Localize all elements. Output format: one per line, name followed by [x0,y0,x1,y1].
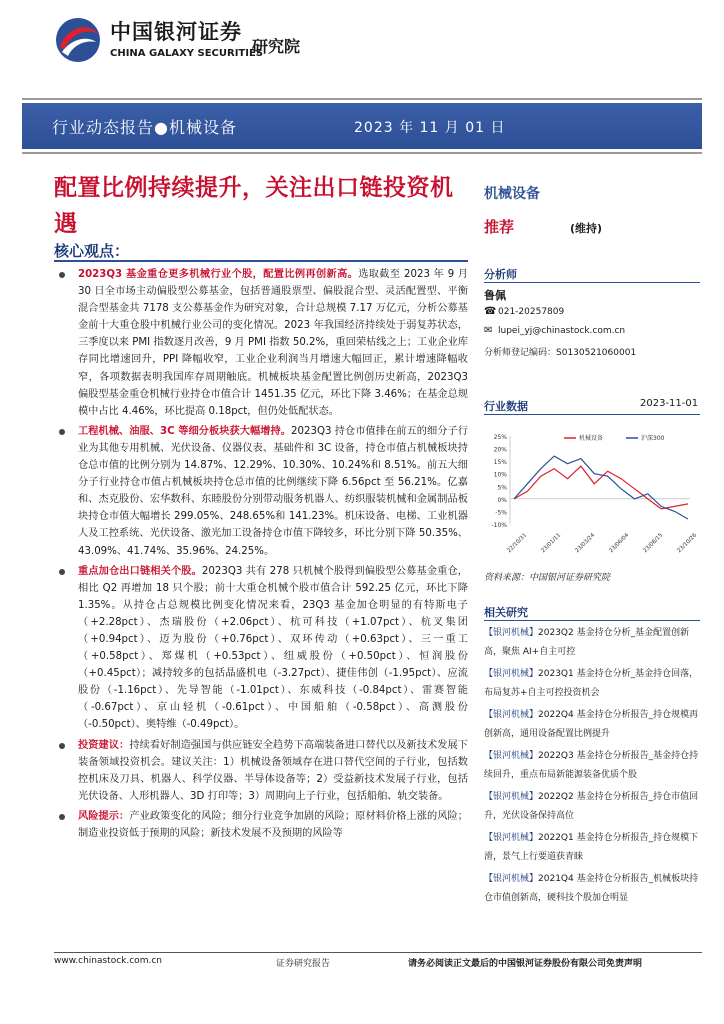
phone-icon: ☎ [484,306,497,317]
core-points [56,266,468,845]
brand-logo [54,16,263,64]
related-item[interactable]: 【银河机械】2022Q3 基金持仓分析报告_基金持仓持续回升，重点布局新能源装备优质个股 [484,751,699,780]
core-divider [54,260,468,262]
related-item[interactable]: 【银河机械】2022Q2 基金持仓分析报告_持仓市值回升，光伏设备保持高位 [484,792,699,821]
x-tick-label: 22/10/31 [506,532,529,555]
analyst-divider [484,282,700,283]
report-title: 配置比例持续提升，关注出口链投资机遇 [54,175,454,237]
related-item[interactable]: 【银河机械】2022Q4 基金持仓分析报告_持仓规模再创新高，通用设备配置比例提升 [484,710,699,739]
series-line [514,466,688,509]
report-date: 2023 年 11 月 01 日 [354,120,506,136]
sector-name: 机械设备 [484,186,540,202]
y-tick-label: 10% [493,471,507,479]
mail-icon: ✉ [484,325,493,336]
galaxy-logo-icon [54,16,102,64]
brand-name-cn: 中国银河证券 [110,20,242,44]
y-tick-label: 5% [497,484,507,492]
bullet-point: 2023Q3 基金重仓更多机械行业个股，配置比例再创新高。选取截至 2023 年 9 月 30 日全市场主动偏股型公募基金，包括普通股票型、偏股混合型、灵活配置型、平衡混合型基金共 7178 支公募基金作为研究对象，合计总规模 7.17 万亿元，分析公募基金前十大重仓股中机械行业公司的变化情况。2023 年我国经济持续处于弱复苏状态，三季度以来 PMI 指数逐月改善，9 月 PMI 指数 50.2%，重回荣枯线之上；工业企业库存同比增速回升，PPI 降幅收窄，工业企业利润当月增速大幅回正，累计增速降幅收窄，各项数据表明我国库存周期触底。机械板块基金配置比例创历史新高，2023Q3 偏股型基金重仓机械行业持仓市值合计 1451.35 亿元，环比下降 3.46%；在基金总规模中占比 4.46%，环比提高 0.18pct，但仍处低配状态。 [56,266,468,420]
bullet-point: 工程机械、油服、3C 等细分板块获大幅增持。2023Q3 持仓市值排在前五的细分子行业为其他专用机械、光伏设备、仪器仪表、基础件和 3C 设备，持仓市值占机械板块持仓总市值的比例分别为 14.87%、12.29%、10.30%、10.24%和 8.51%。前五大细分子行业持仓市值占机械板块持仓总市值的比例继续下降 6.56pct 至 56.21%。亿嘉和、杰克股份、宏华数科、东睦股份分别带动服务机器人、纺织服装机械和金属制品板块持仓市值大幅增长 299.05%、248.65%和 141.23%。机床设备、电梯、工业机器人及工控系统、光伏设备、激光加工设备持仓市值下降较多，环比分别下降 50.35%、43.09%、41.74%、35.96%、24.25%。 [56,423,468,560]
industry-data-divider [484,414,700,415]
bullet-point: 风险提示：产业政策变化的风险；细分行业竞争加剧的风险；原材料价格上涨的风险；制造业投资低于预期的风险；新技术发展不及预期的风险等 [56,808,468,842]
x-tick-label: 23/08/15 [642,532,665,555]
performance-chart [484,428,698,558]
analyst-registration: 分析师登记编码：S0130521060001 [484,348,637,358]
analyst-phone: ☎ 021-20257809 [484,306,565,317]
report-type: 行业动态报告●机械设备 [52,118,237,137]
y-tick-label: 0% [497,496,507,504]
institute-label: 研究院 [252,37,301,56]
related-item[interactable]: 【银河机械】2023Q2 基金持仓分析_基金配置创新高，聚焦 AI+自主可控 [484,628,690,657]
industry-data-date: 2023-11-01 [640,398,699,409]
legend-label: 沪深300 [641,435,665,442]
x-tick-label: 23/06/04 [608,532,631,555]
x-tick-label: 23/03/24 [574,532,597,555]
y-tick-label: 20% [493,446,507,454]
series-line [514,456,688,519]
analyst-email[interactable]: ✉ lupei_yj@chinastock.com.cn [484,325,626,336]
legend-label: 机械设备 [579,435,604,442]
footer-site[interactable]: www.chinastock.com.cn [54,956,162,966]
y-tick-label: -10% [491,522,507,529]
related-research-heading: 相关研究 [484,606,528,619]
footer-disclaimer: 请务必阅读正文最后的中国银河证券股份有限公司免责声明 [408,959,643,969]
y-tick-label: 15% [493,459,507,467]
report-banner [22,98,702,154]
analyst-name: 鲁佩 [484,289,506,302]
analyst-heading: 分析师 [484,268,517,281]
bullet-point: 投资建议：持续看好制造强国与供应链安全趋势下高端装备进口替代以及新技术发展下装备领域投资机会。建议关注：1）机械设备领域存在进口替代空间的子行业，包括数控机床及刀具、机器人、科学仪器、半导体设备等；2）受益新技术发展子行业，包括光伏设备、人形机器人、3D 打印等；3）周期向上子行业，包括船舶、轨交装备。 [56,737,468,805]
related-item[interactable]: 【银河机械】2021Q4 基金持仓分析报告_机械板块持仓市值创新高，硬科技个股加仓明显 [484,874,699,903]
bullet-point: 重点加仓出口链相关个股。2023Q3 共有 278 只机械个股得到偏股型公募基金重仓，相比 Q2 再增加 18 只个股；前十大重仓机械个股市值合计 592.25 亿元，环比下降 1.35%。从持仓占总规模比例变化情况来看，23Q3 基金加仓明显的有特斯电子（+2.28pct）、杰瑞股份（+2.06pct）、杭可科技（+1.07pct）、杭叉集团（+0.94pct）、迈为股份（+0.76pct）、双环传动（+0.63pct）、三一重工（+0.58pct）、郑煤机（+0.53pct）、纽威股份（+0.50pct）、恒润股份（+0.45pct）；减持较多的包括晶盛机电（-3.27pct）、捷佳伟创（-1.95pct）、应流股份（-1.16pct）、先导智能（-1.01pct）、东威科技（-0.84pct）、雷赛智能（-0.67pct）、京山轻机（-0.61pct）、中国船舶（-0.58pct）、高测股份（-0.50pct）、奥特维（-0.49pct）。 [56,563,468,734]
chart-source: 资料来源：中国银河证券研究院 [484,573,611,583]
rating-note: (维持) [570,222,603,235]
footer-center: 证券研究报告 [276,959,331,969]
related-research-list [484,624,700,911]
y-tick-label: 25% [493,434,507,441]
footer-divider [54,952,702,953]
x-tick-label: 23/01/11 [540,532,563,555]
related-item[interactable]: 【银河机械】2023Q1 基金持仓分析_基金持仓回落，布局复苏+自主可控投资机会 [484,669,699,698]
brand-name-en: CHINA GALAXY SECURITIES [110,48,263,59]
rating: 推荐 [484,218,515,236]
core-view-label: 核心观点： [54,242,130,260]
x-tick-label: 23/10/26 [676,532,698,555]
industry-data-heading: 行业数据 [484,400,528,413]
related-divider [484,620,700,621]
related-item[interactable]: 【银河机械】2022Q1 基金持仓分析报告_持仓规模下滑，景气上行要道获青睐 [484,833,699,862]
y-tick-label: -5% [495,509,507,517]
